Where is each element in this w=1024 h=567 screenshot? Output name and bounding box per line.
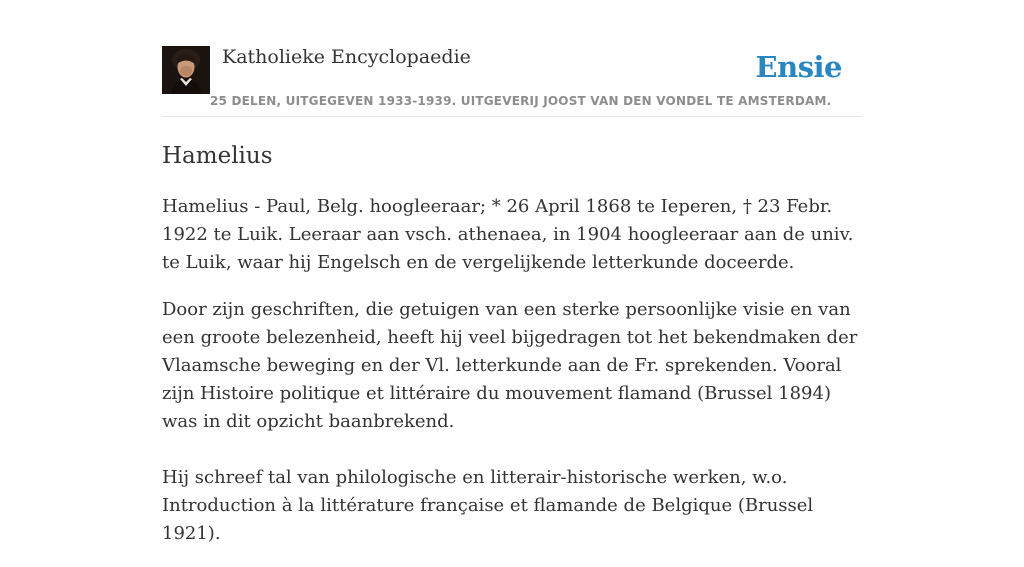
article-paragraph: Hij schreef tal van philologische en litterair-historische werken, w.o. Introduction à la littérature française et flamande de Belgique (Brussel 1921). — [162, 467, 814, 544]
article-title: Hamelius — [162, 143, 273, 169]
article-paragraph: Door zijn geschriften, die getuigen van een sterke persoonlijke visie en van een groote belezenheid, heeft hij veel bijgedragen tot het bekendmaken der Vlaamsche beweging en der Vl. letterkunde aan de Fr. sprekenden. Vooral zijn Histoire politique et littéraire du mouvement flamand (Brussel 1894) was in dit opzicht baanbrekend. — [162, 299, 858, 432]
site-subtitle: 25 DELEN, UITGEGEVEN 1933-1939. UITGEVERIJ JOOST VAN DEN VONDEL TE AMSTERDAM. — [210, 94, 832, 108]
portrait-avatar-icon[interactable] — [162, 46, 210, 94]
article-body — [162, 193, 862, 548]
site-title[interactable]: Katholieke Encyclopaedie — [222, 46, 471, 68]
page-container — [162, 0, 862, 567]
site-header — [162, 0, 862, 117]
article-paragraph: Hamelius - Paul, Belg. hoogleeraar; * 26 April 1868 te Ieperen, † 23 Febr. 1922 te Luik. Leeraar aan vsch. athenaea, in 1904 hoogleeraar aan de univ. te Luik, waar hij Engelsch en de vergelijkende letterkunde doceerde. — [162, 196, 854, 273]
brand-logo-link[interactable]: Ensie — [755, 50, 842, 84]
